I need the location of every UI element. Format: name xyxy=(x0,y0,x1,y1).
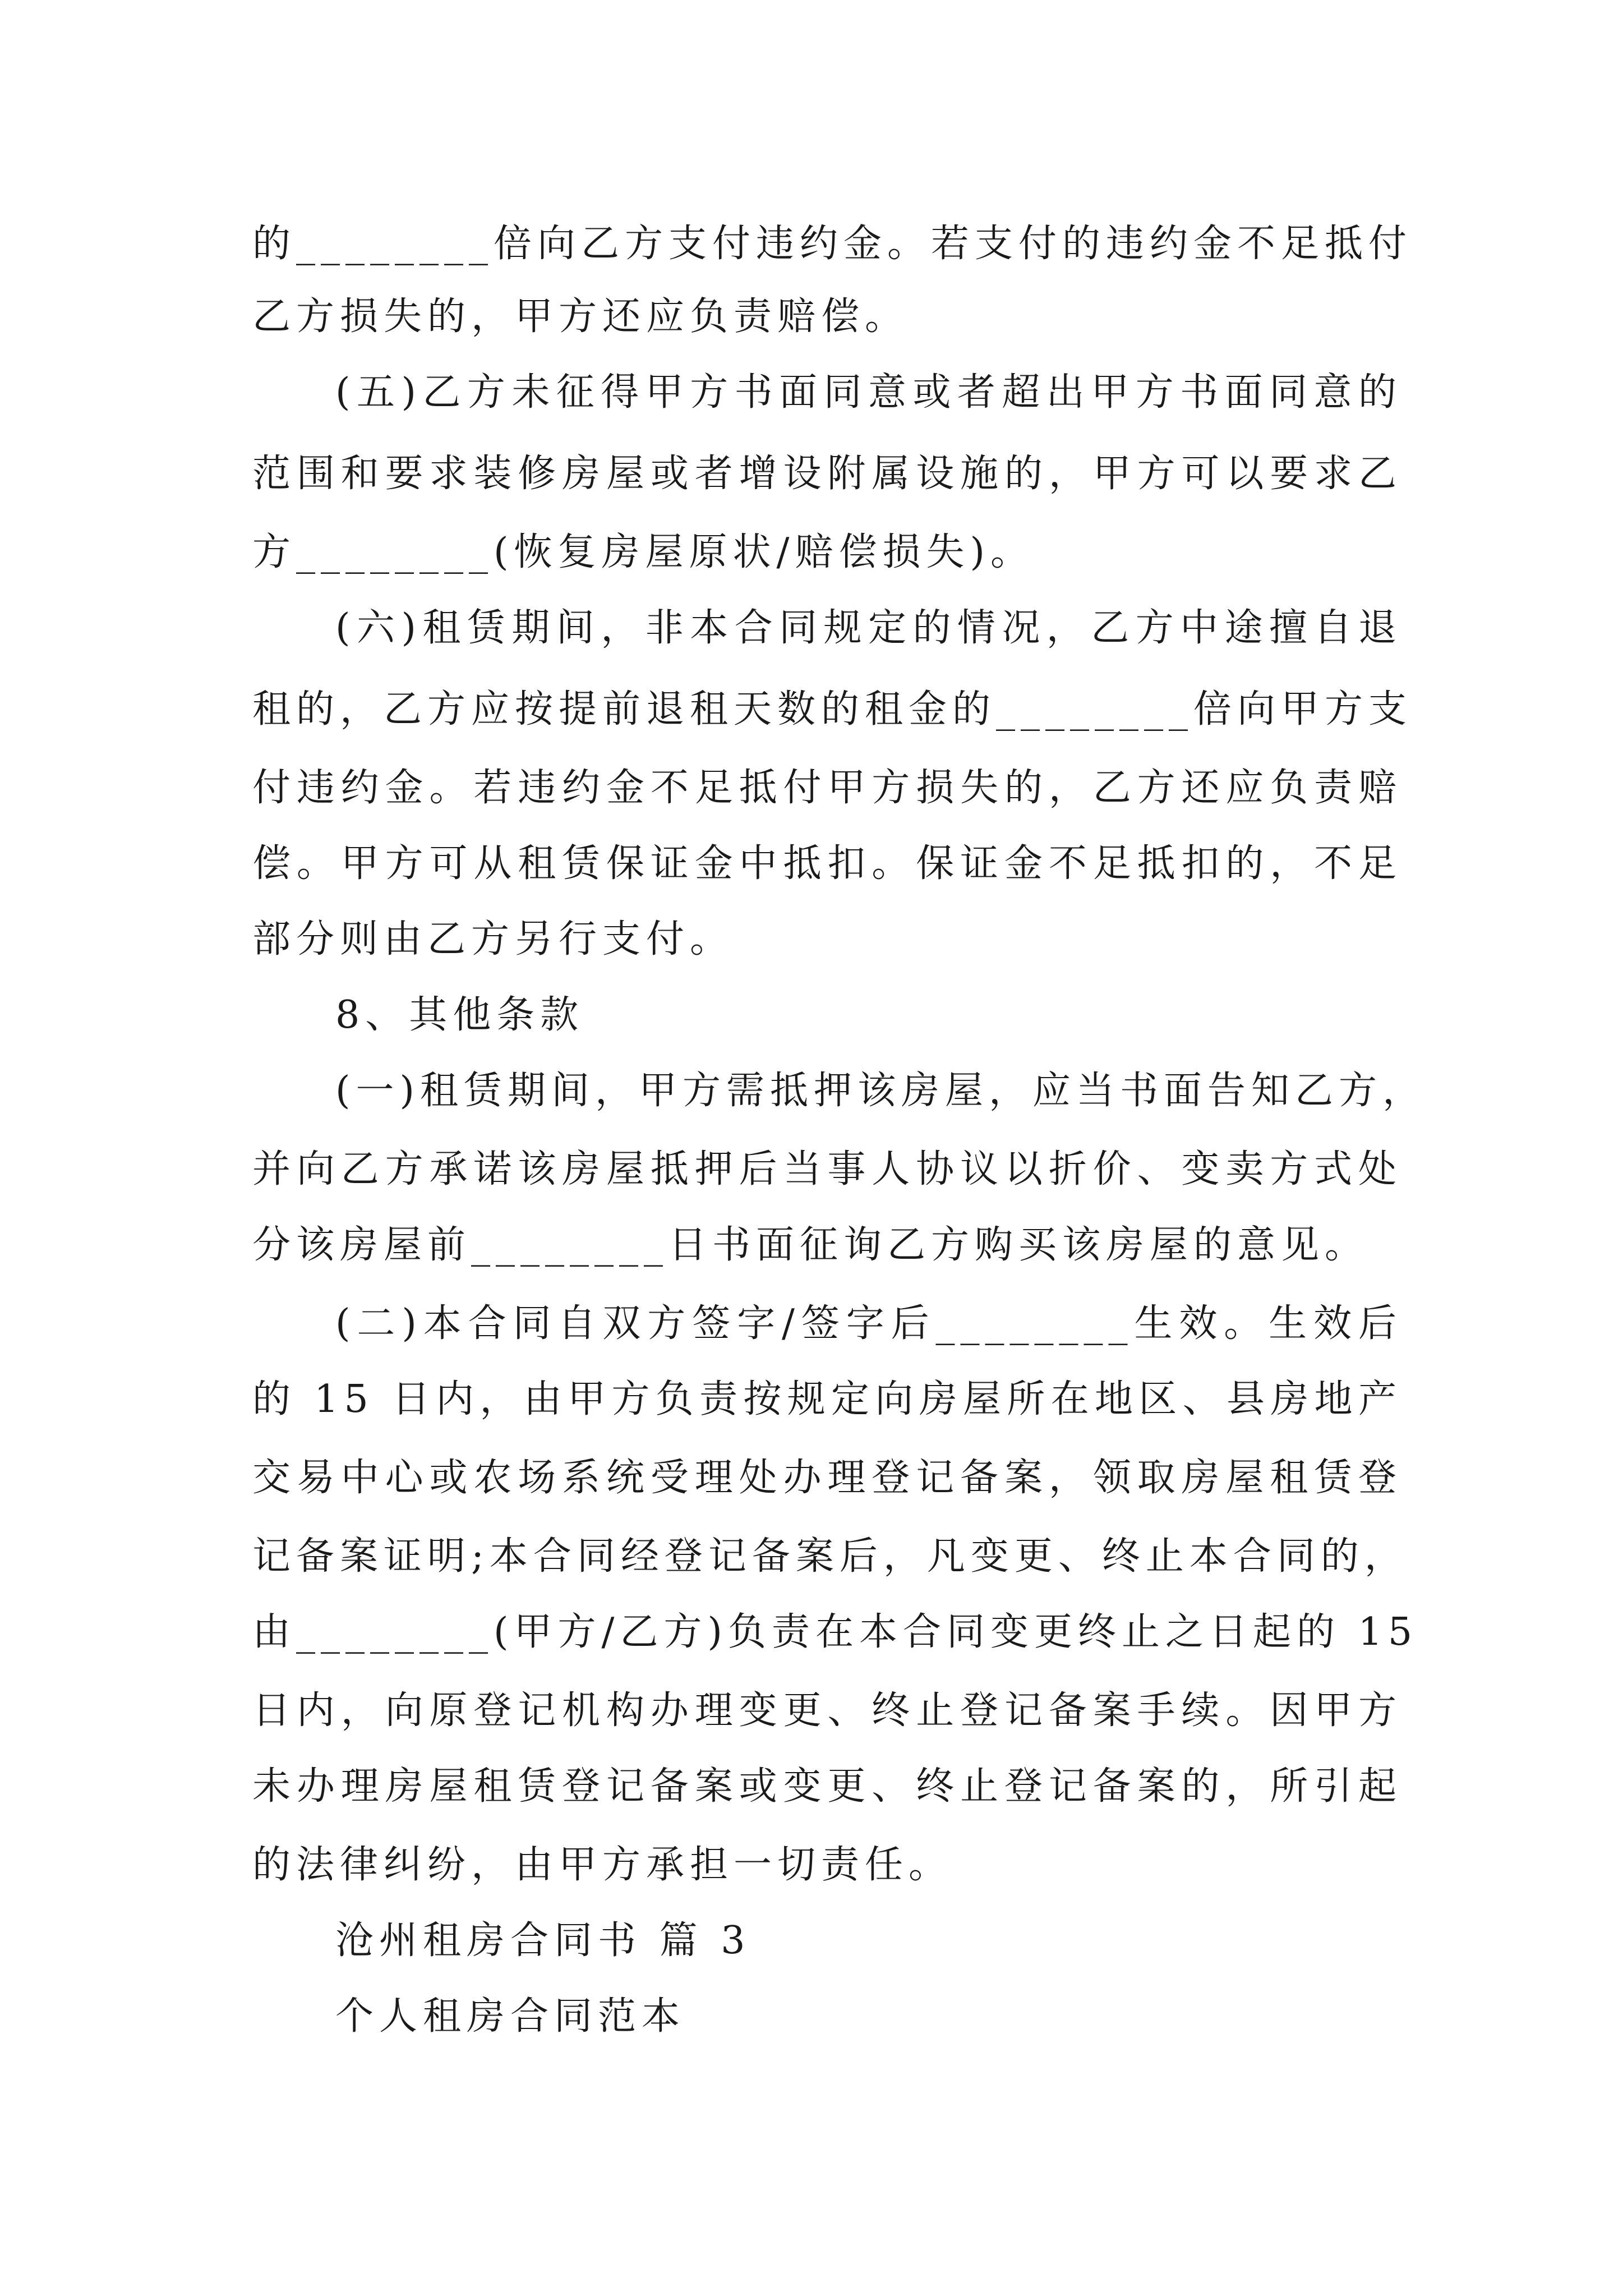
text-line: 的 15 日内，由甲方负责按规定向房屋所在地区、县房地产 xyxy=(252,1377,1402,1421)
text-line: 范围和要求装修房屋或者增设附属设施的，甲方可以要求乙 xyxy=(252,452,1402,496)
text-line: 的________倍向乙方支付违约金。若支付的违约金不足抵付 xyxy=(252,222,1413,266)
text-line: (六)租赁期间，非本合同规定的情况，乙方中途擅自退 xyxy=(335,606,1402,650)
text-line: (一)租赁期间，甲方需抵押该房屋，应当书面告知乙方， xyxy=(335,1069,1427,1113)
section-heading: 8、其他条款 xyxy=(335,993,584,1037)
text-line: 付违约金。若违约金不足抵付甲方损失的，乙方还应负责赔 xyxy=(252,766,1402,810)
text-line: 日内，向原登记机构办理变更、终止登记备案手续。因甲方 xyxy=(252,1688,1402,1733)
text-line: 由________(甲方/乙方)负责在本合同变更终止之日起的 15 xyxy=(252,1610,1418,1654)
text-line: 租的，乙方应按提前退租天数的租金的________倍向甲方支 xyxy=(252,687,1413,731)
text-line: 未办理房屋租赁登记备案或变更、终止登记备案的，所引起 xyxy=(252,1764,1402,1809)
text-line: (五)乙方未征得甲方书面同意或者超出甲方书面同意的 xyxy=(335,370,1402,415)
text-line: 的法律纠纷，由甲方承担一切责任。 xyxy=(252,1843,953,1887)
section-title: 沧州租房合同书 篇 3 xyxy=(335,1918,751,1963)
text-line: 偿。甲方可从租赁保证金中抵扣。保证金不足抵扣的，不足 xyxy=(252,841,1402,886)
text-line: 方________(恢复房屋原状/赔偿损失)。 xyxy=(252,530,1034,574)
text-line: 交易中心或农场系统受理处办理登记备案，领取房屋租赁登 xyxy=(252,1456,1402,1500)
text-line: 分该房屋前________日书面征询乙方购买该房屋的意见。 xyxy=(252,1223,1369,1267)
subsection-title: 个人租房合同范本 xyxy=(335,1994,686,2039)
text-line: 部分则由乙方另行支付。 xyxy=(252,917,734,961)
text-line: 乙方损失的，甲方还应负责赔偿。 xyxy=(252,295,909,339)
text-line: 并向乙方承诺该房屋抵押后当事人协议以折价、变卖方式处 xyxy=(252,1147,1402,1191)
text-line: 记备案证明;本合同经登记备案后，凡变更、终止本合同的， xyxy=(252,1534,1408,1579)
text-line: (二)本合同自双方签字/签字后________生效。生效后 xyxy=(335,1301,1402,1346)
